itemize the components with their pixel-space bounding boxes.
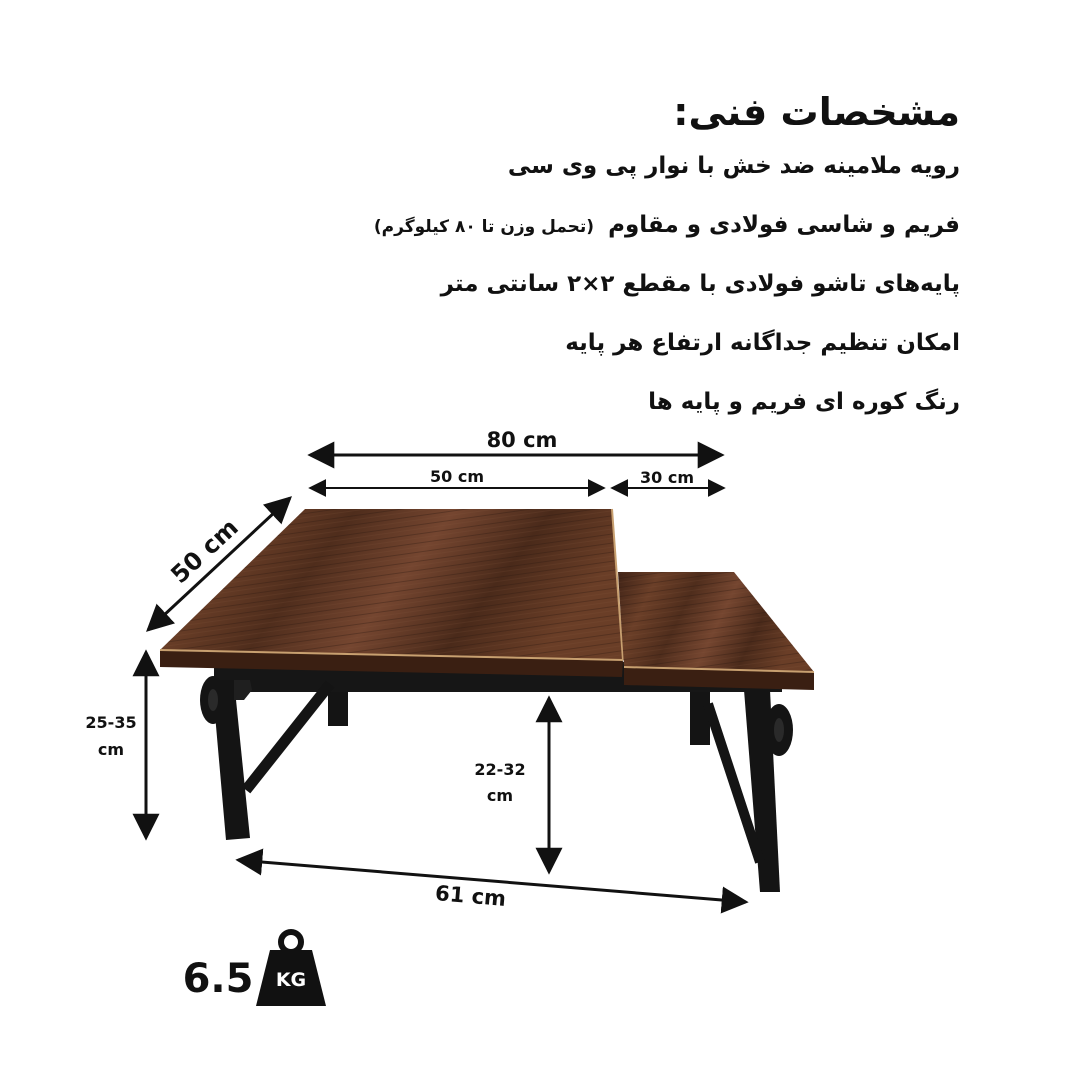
dim-inner-height-line1: 22-32 (474, 760, 526, 779)
specs-title: مشخصات فنی: (673, 90, 960, 134)
dim-depth: 50 cm (165, 513, 244, 590)
dim-side-top-width: 30 cm (640, 468, 694, 487)
dim-outer-height-line2: cm (97, 740, 125, 759)
spec-line-3: پایه‌های تاشو فولادی با مقطع ۲×۲ سانتی متر (440, 271, 960, 297)
dim-leg-span: 61 cm (434, 881, 507, 911)
dim-total-width: 80 cm (486, 428, 558, 452)
front-right-leg (708, 690, 793, 892)
spec-line-2-text: فریم و شاسی فولادی و مقاوم (608, 212, 960, 238)
spec-line-4: امکان تنظیم جداگانه ارتفاع هر پایه (565, 330, 960, 356)
dim-main-top-width: 50 cm (430, 467, 484, 486)
side-tabletop (618, 572, 814, 690)
spec-line-1: رویه ملامینه ضد خش با نوار پی وی سی (507, 153, 960, 179)
spec-line-2-note: (تحمل وزن تا ۸۰ کیلوگرم) (373, 217, 595, 237)
dim-inner-height-line2: cm (486, 786, 514, 805)
weight-unit: KG (275, 969, 307, 991)
dim-outer-height-line1: 25-35 (85, 713, 137, 732)
spec-line-5: رنگ کوره ای فریم و پایه ها (648, 389, 960, 415)
weight-value: 6.5 (182, 956, 254, 1002)
front-left-leg (200, 676, 330, 840)
